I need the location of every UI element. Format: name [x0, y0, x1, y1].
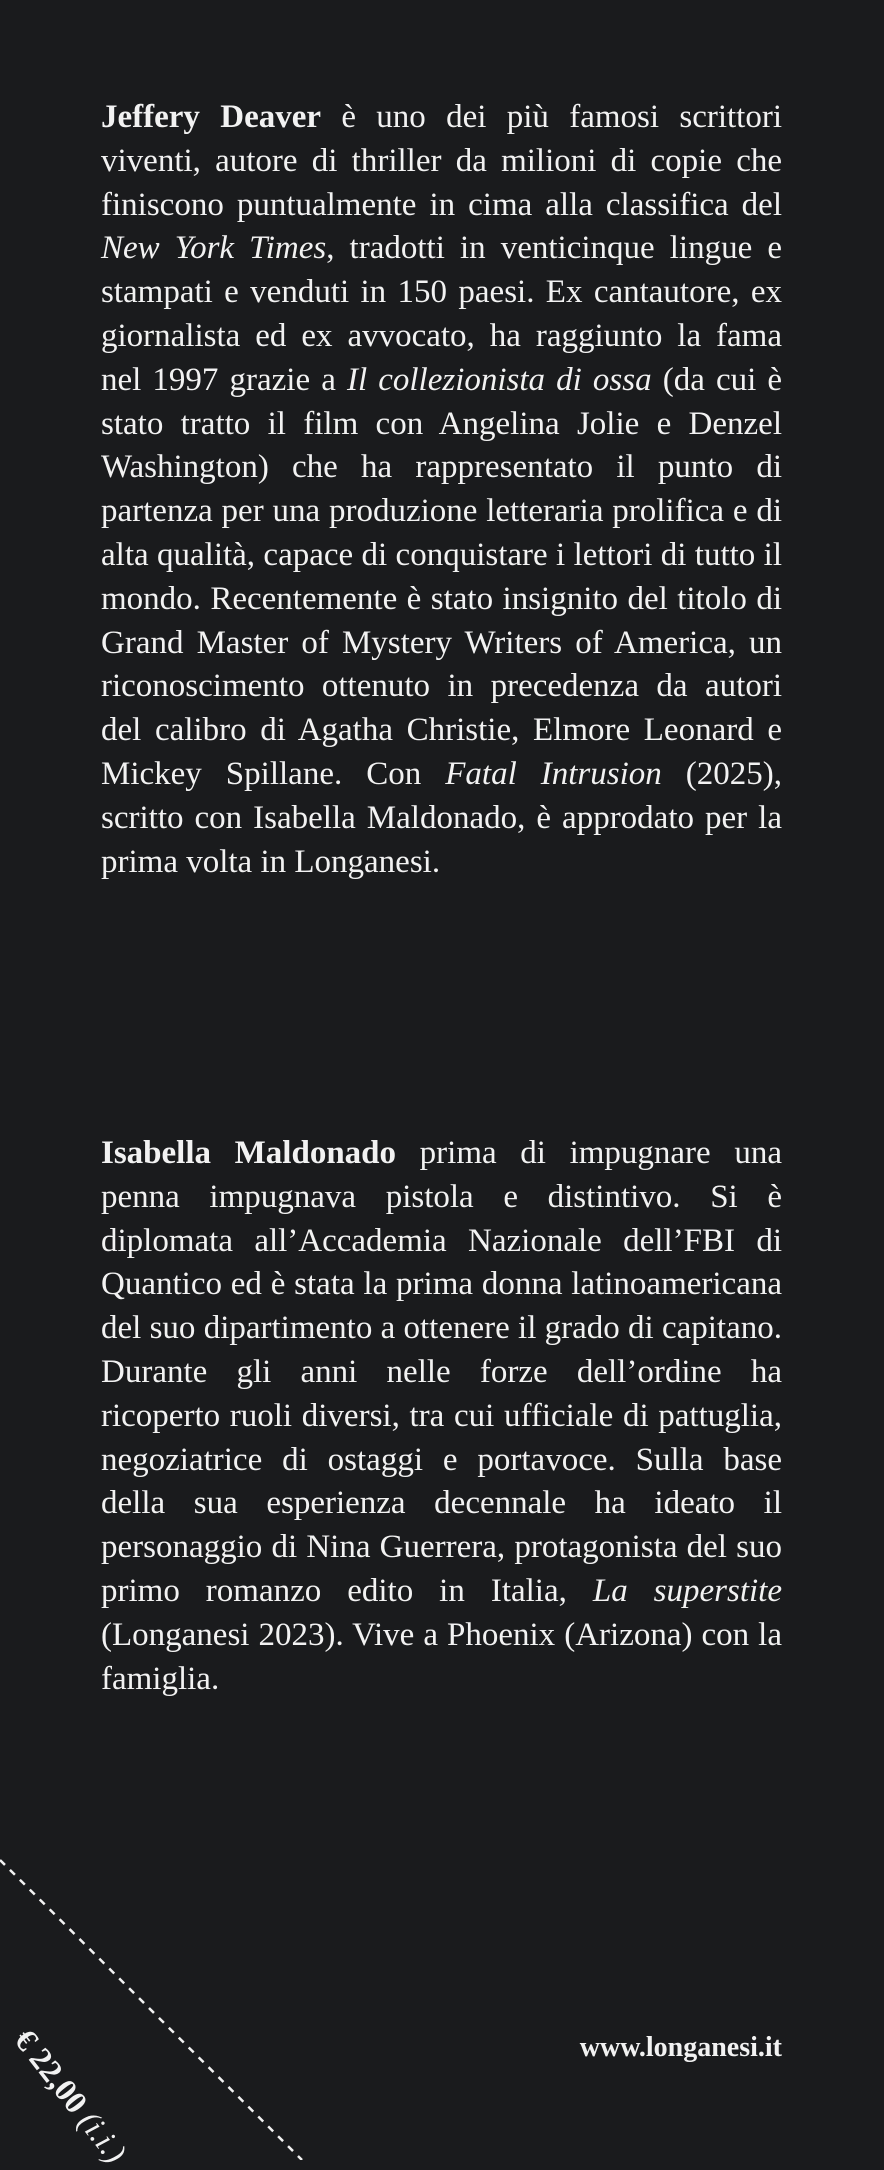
book-title: Il collezionista di ossa — [346, 361, 652, 398]
book-title: La superstite — [592, 1572, 782, 1609]
price-amount: € 22,00 — [7, 2022, 96, 2120]
author-name: Isabella Maldonado — [101, 1135, 397, 1171]
book-title: Fatal Intrusion — [445, 755, 662, 792]
bio-text: prima di impugnare una penna impugnava pistola e distintivo. Si è diplomata all’Accademia Nazionale dell’FBI di Quantico ed è stata la prima donna latinoamericana del suo dipartimento a ottenere il grado di capitano. Durante gli anni nelle forze dell’ordine ha ricoperto ruoli diversi, tra cui ufficiale di pattuglia, negoziatrice di ostaggi e portavoce. Sulla base della sua esperienza decennale ha ideato il personaggio di Nina Guerrera, protagonista del suo primo romanzo edito in Italia, — [101, 1135, 782, 1609]
book-title: New York Times — [101, 230, 327, 267]
price-tax-note: (i.i.) — [71, 2103, 134, 2170]
bio-text: (Longanesi 2023). Vive a Phoenix (Arizona) con la famiglia. — [101, 1616, 782, 1697]
bio-text: è uno dei più famosi scrittori viventi, autore di thriller da milioni di copie che finiscono puntualmente in cima alla classifica del — [101, 99, 782, 223]
bio-text: (2025), scritto con Isabella Maldonado, è approdato per la prima volta in Longanesi. — [101, 755, 783, 880]
bio-text: , tradotti in venticinque lingue e stampati e venduti in 150 paesi. Ex cantautore, ex giornalista ed ex avvocato, ha raggiunto la fama nel 1997 grazie a — [101, 230, 782, 398]
publisher-website: www.longanesi.it — [579, 2032, 782, 2063]
bio-text: (da cui è stato tratto il film con Angelina Jolie e Denzel Washington) che ha rappresentato il punto di partenza per una produzione letteraria prolifica e di alta qualità, capace di conquistare i lettori di tutto il mondo. Recentemente è stato insignito del titolo di Grand Master of Mystery Writers of America, un riconoscimento ottenuto in precedenza da autori del calibro di Agatha Christie, Elmore Leonard e Mickey Spillane. Con — [101, 361, 783, 792]
author-name: Jeffery Deaver — [101, 99, 322, 135]
